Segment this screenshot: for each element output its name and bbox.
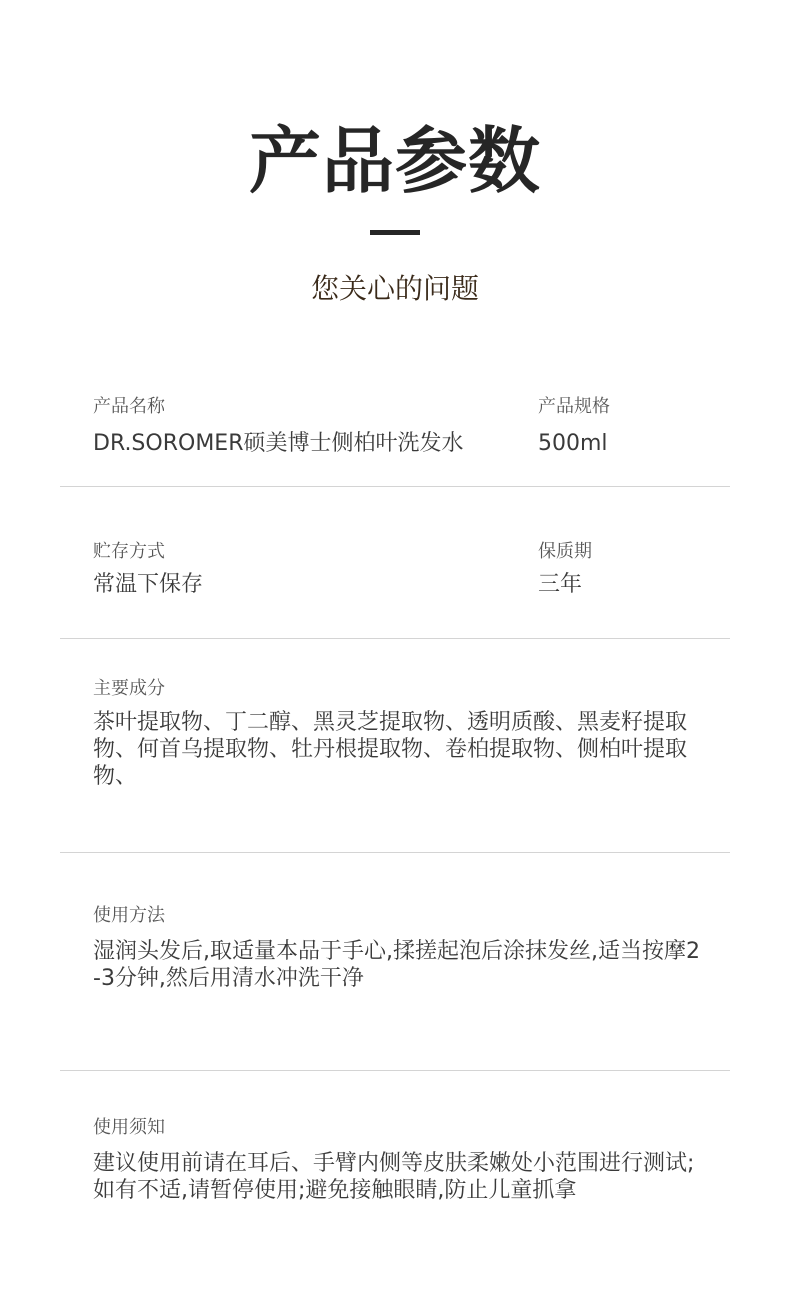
notice-value: 建议使用前请在耳后、手臂内侧等皮肤柔嫩处小范围进行测试;如有不适,请暂停使用;避免接触眼睛,防止儿童抓拿 <box>93 1151 695 1203</box>
page-title: 产品参数 <box>248 119 541 203</box>
storage-label: 贮存方式 <box>93 541 165 562</box>
spec-value: 500ml <box>538 431 608 456</box>
spec-label: 产品规格 <box>538 396 610 417</box>
notice-label: 使用须知 <box>93 1117 165 1138</box>
divider <box>60 638 730 639</box>
usage-label: 使用方法 <box>93 905 165 926</box>
ingredients-label: 主要成分 <box>93 678 165 699</box>
usage-value: 湿润头发后,取适量本品于手心,揉搓起泡后涂抹发丝,适当按摩2-3分钟,然后用清水冲洗干净 <box>93 939 700 991</box>
divider <box>60 852 730 853</box>
divider <box>60 1070 730 1071</box>
product-name-value: DR.SOROMER硕美博士侧柏叶洗发水 <box>93 431 464 456</box>
storage-value: 常温下保存 <box>93 572 204 597</box>
title-underline <box>370 230 420 235</box>
ingredients-value: 茶叶提取物、丁二醇、黑灵芝提取物、透明质酸、黑麦籽提取物、何首乌提取物、牡丹根提取物、卷柏提取物、侧柏叶提取物、 <box>93 710 688 789</box>
divider <box>60 486 730 487</box>
shelf-life-label: 保质期 <box>538 541 592 562</box>
page-subtitle: 您关心的问题 <box>310 272 479 305</box>
shelf-life-value: 三年 <box>538 572 583 597</box>
product-name-label: 产品名称 <box>93 396 165 417</box>
